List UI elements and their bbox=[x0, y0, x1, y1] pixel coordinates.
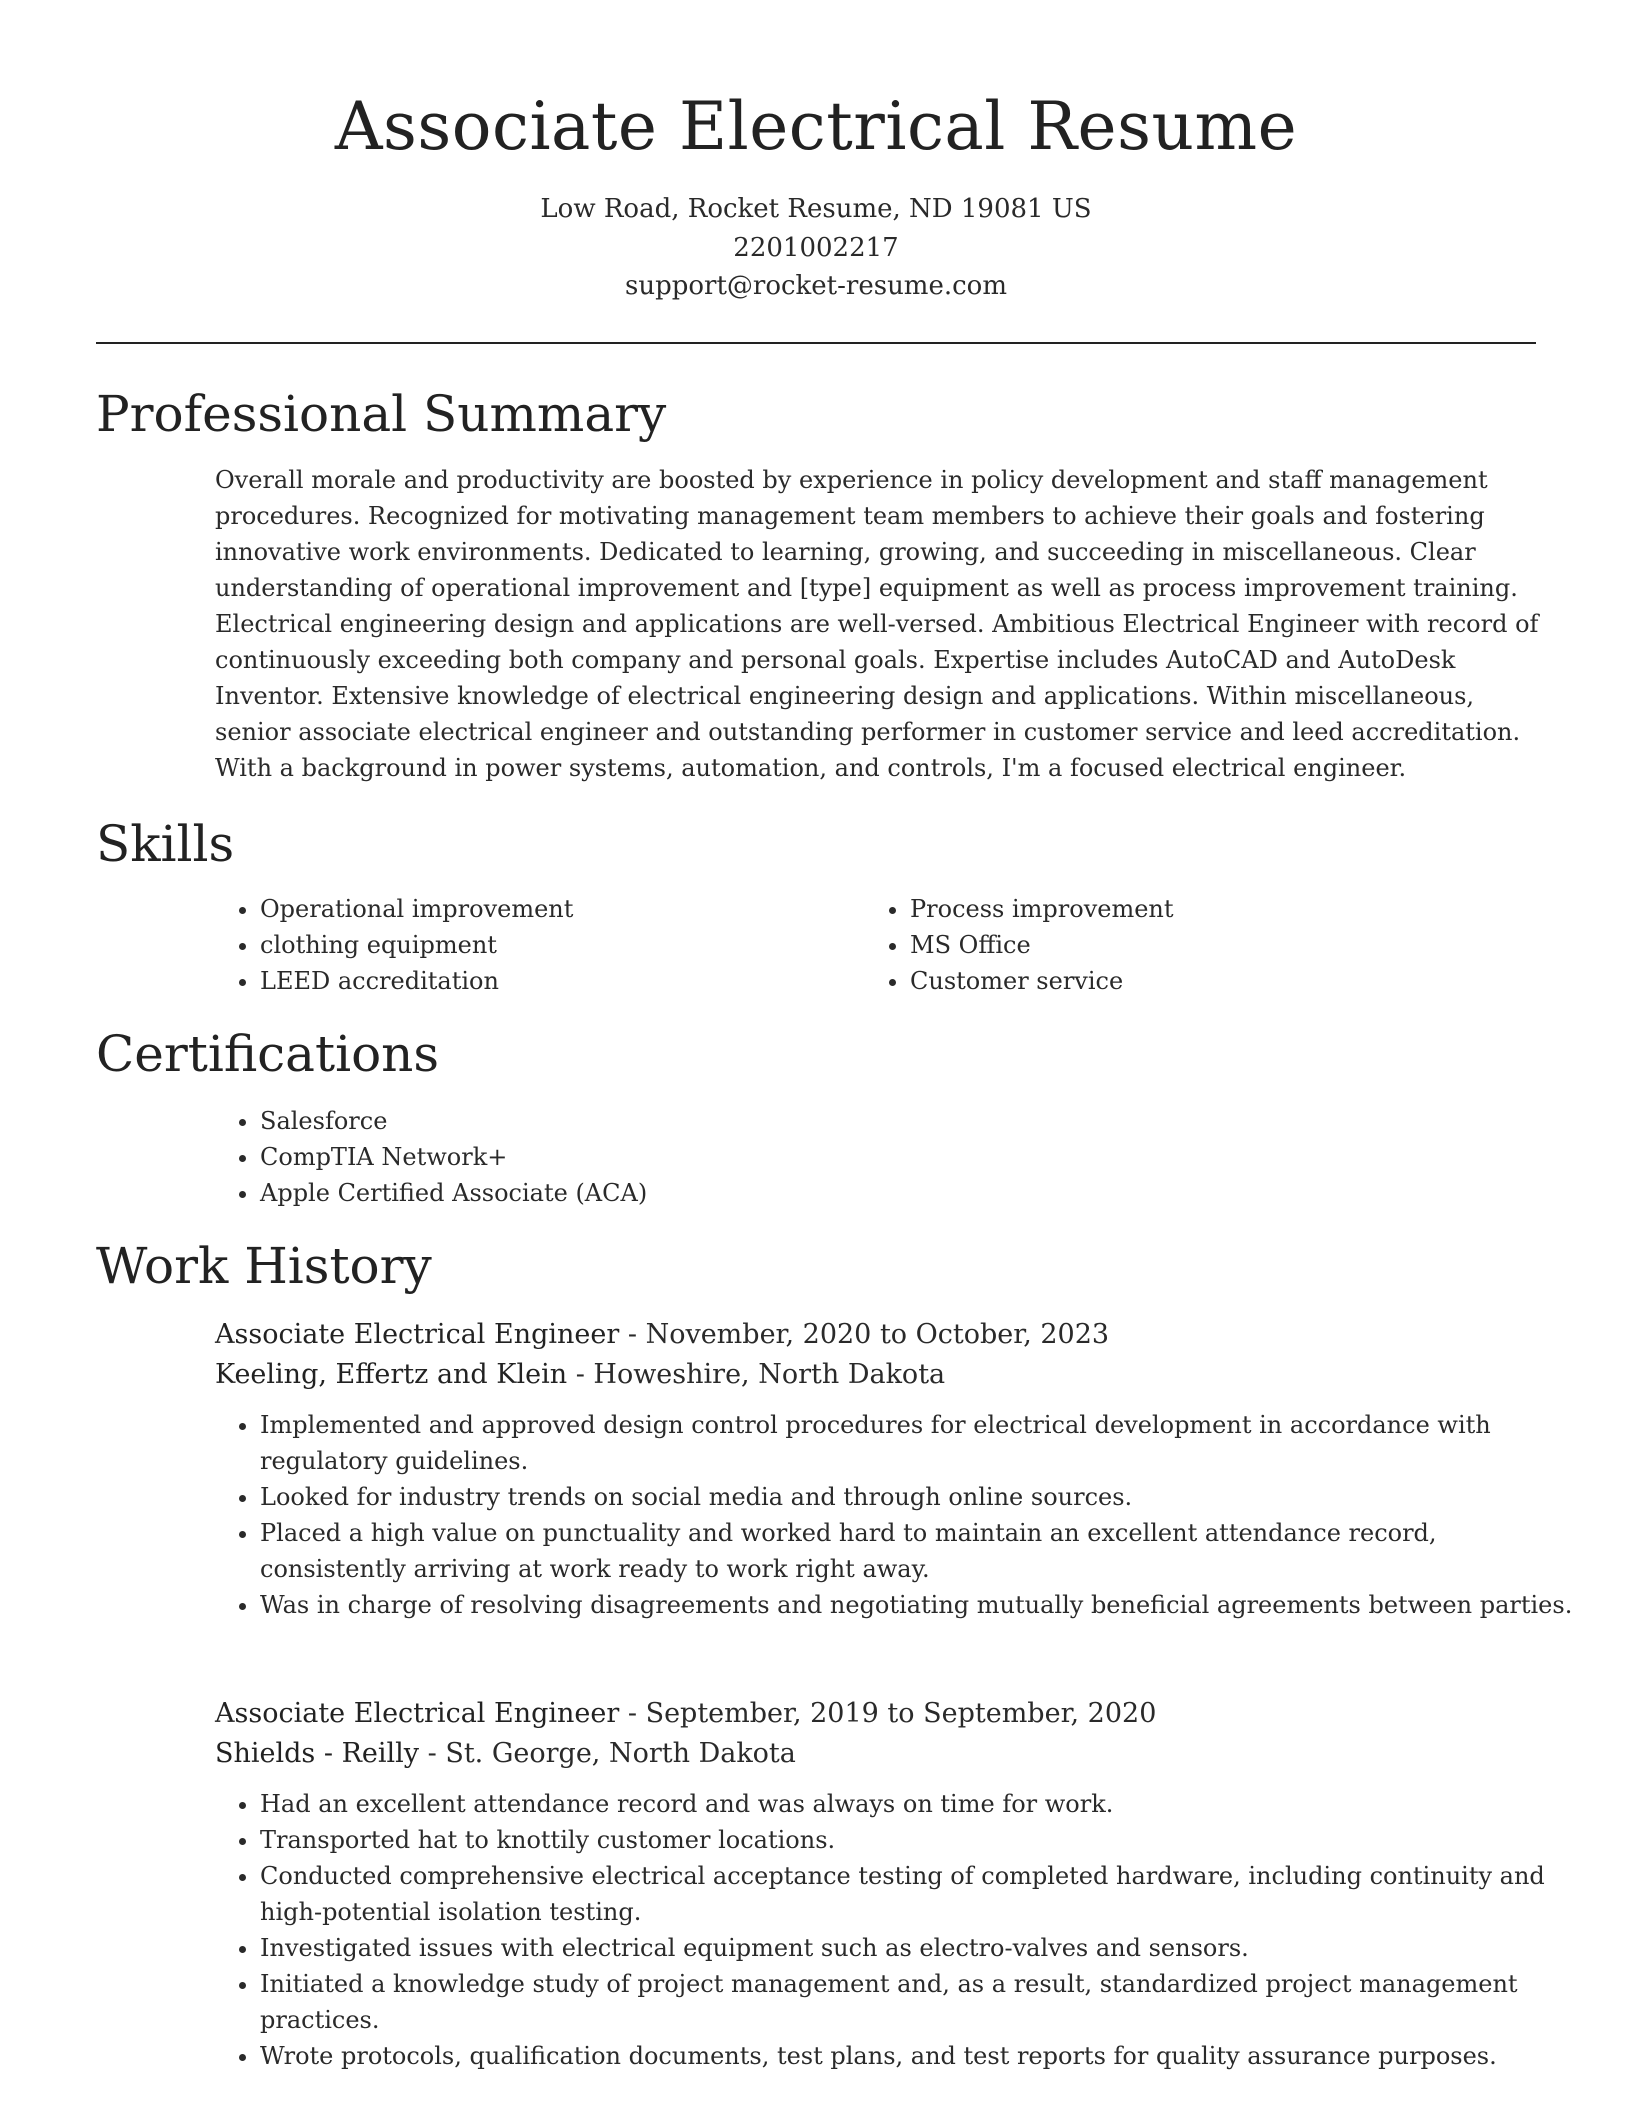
job-role: Associate Electrical Engineer bbox=[215, 1698, 620, 1729]
skill-item: • clothing equipment bbox=[260, 927, 880, 963]
job-title-line bbox=[215, 1694, 1156, 1734]
job-dates: - September, 2019 to September, 2020 bbox=[619, 1698, 1157, 1729]
job-bullet: • Initiated a knowledge study of project management and, as a result, standardized project management practices. bbox=[260, 1966, 1585, 2038]
skill-item: • Process improvement bbox=[910, 891, 1530, 927]
skills-list-left bbox=[215, 891, 880, 999]
contact-phone: 2201002217 bbox=[733, 233, 899, 263]
job-bullets bbox=[215, 1786, 1585, 2074]
skill-item: • LEED accreditation bbox=[260, 963, 880, 999]
job-bullet: • Investigated issues with electrical equipment such as electro-valves and sensors. bbox=[260, 1930, 1585, 1966]
job-bullet: • Implemented and approved design control procedures for electrical development in accordance with regulatory guidelines. bbox=[260, 1407, 1585, 1479]
job-bullet: • Wrote protocols, qualification documents, test plans, and test reports for quality assurance purposes. bbox=[260, 2038, 1585, 2074]
skill-item: • Operational improvement bbox=[260, 891, 880, 927]
section-heading-summary: Professional Summary bbox=[96, 385, 667, 443]
job-company: Shields - Reilly bbox=[215, 1738, 420, 1769]
job-bullet: • Conducted comprehensive electrical acceptance testing of completed hardware, including continuity and high-potential isolation testing. bbox=[260, 1858, 1585, 1930]
job-bullet: • Was in charge of resolving disagreements and negotiating mutually beneficial agreements between parties. bbox=[260, 1587, 1585, 1623]
certification-item: • Salesforce bbox=[260, 1103, 1260, 1139]
header-divider bbox=[96, 342, 1536, 344]
job-bullet: • Had an excellent attendance record and was always on time for work. bbox=[260, 1786, 1585, 1822]
certifications-list bbox=[215, 1103, 1260, 1211]
certification-item: • CompTIA Network+ bbox=[260, 1139, 1260, 1175]
job-bullets bbox=[215, 1407, 1585, 1623]
skills-list-right bbox=[865, 891, 1530, 999]
job-bullet: • Placed a high value on punctuality and worked hard to maintain an excellent attendance record, consistently arriving at work ready to work right away. bbox=[260, 1515, 1585, 1587]
section-heading-certifications: Certifications bbox=[96, 1025, 440, 1083]
section-heading-skills: Skills bbox=[96, 815, 235, 873]
job-role: Associate Electrical Engineer bbox=[215, 1319, 620, 1350]
job-bullet: • Transported hat to knottily customer locations. bbox=[260, 1822, 1585, 1858]
job-company-line bbox=[215, 1734, 796, 1774]
skill-item: • Customer service bbox=[910, 963, 1530, 999]
certification-item: • Apple Certified Associate (ACA) bbox=[260, 1175, 1260, 1211]
job-dates: - November, 2020 to October, 2023 bbox=[619, 1319, 1110, 1350]
contact-email: support@rocket-resume.com bbox=[624, 271, 1007, 301]
contact-address: Low Road, Rocket Resume, ND 19081 US bbox=[540, 194, 1092, 224]
summary-paragraph: Overall morale and productivity are boosted by experience in policy development and staff management procedures. Recognized for motivating management team members to achieve their goals and fostering innovative work environments. Dedicated to learning, growing, and succeeding in miscellaneous. Clear understanding of operational improvement and [type] equipment as well as process improvement training. Electrical engineering design and applications are well-versed. Ambitious Electrical Engineer with record of continuously exceeding both company and personal goals. Expertise includes AutoCAD and AutoDesk Inventor. Extensive knowledge of electrical engineering design and applications. Within miscellaneous, senior associate electrical engineer and outstanding performer in customer service and leed accreditation. With a background in power systems, automation, and controls, I'm a focused electrical engineer. bbox=[215, 466, 1539, 782]
job-location: - St. George, North Dakota bbox=[419, 1738, 796, 1769]
page-title: Associate Electrical Resume bbox=[334, 88, 1298, 165]
section-heading-work-history: Work History bbox=[96, 1237, 432, 1295]
job-company-line bbox=[215, 1355, 945, 1395]
job-company: Keeling, Effertz and Klein bbox=[215, 1359, 568, 1390]
job-title-line bbox=[215, 1315, 1109, 1355]
job-location: - Howeshire, North Dakota bbox=[567, 1359, 946, 1390]
job-bullet: • Looked for industry trends on social media and through online sources. bbox=[260, 1479, 1585, 1515]
skill-item: • MS Office bbox=[910, 927, 1530, 963]
